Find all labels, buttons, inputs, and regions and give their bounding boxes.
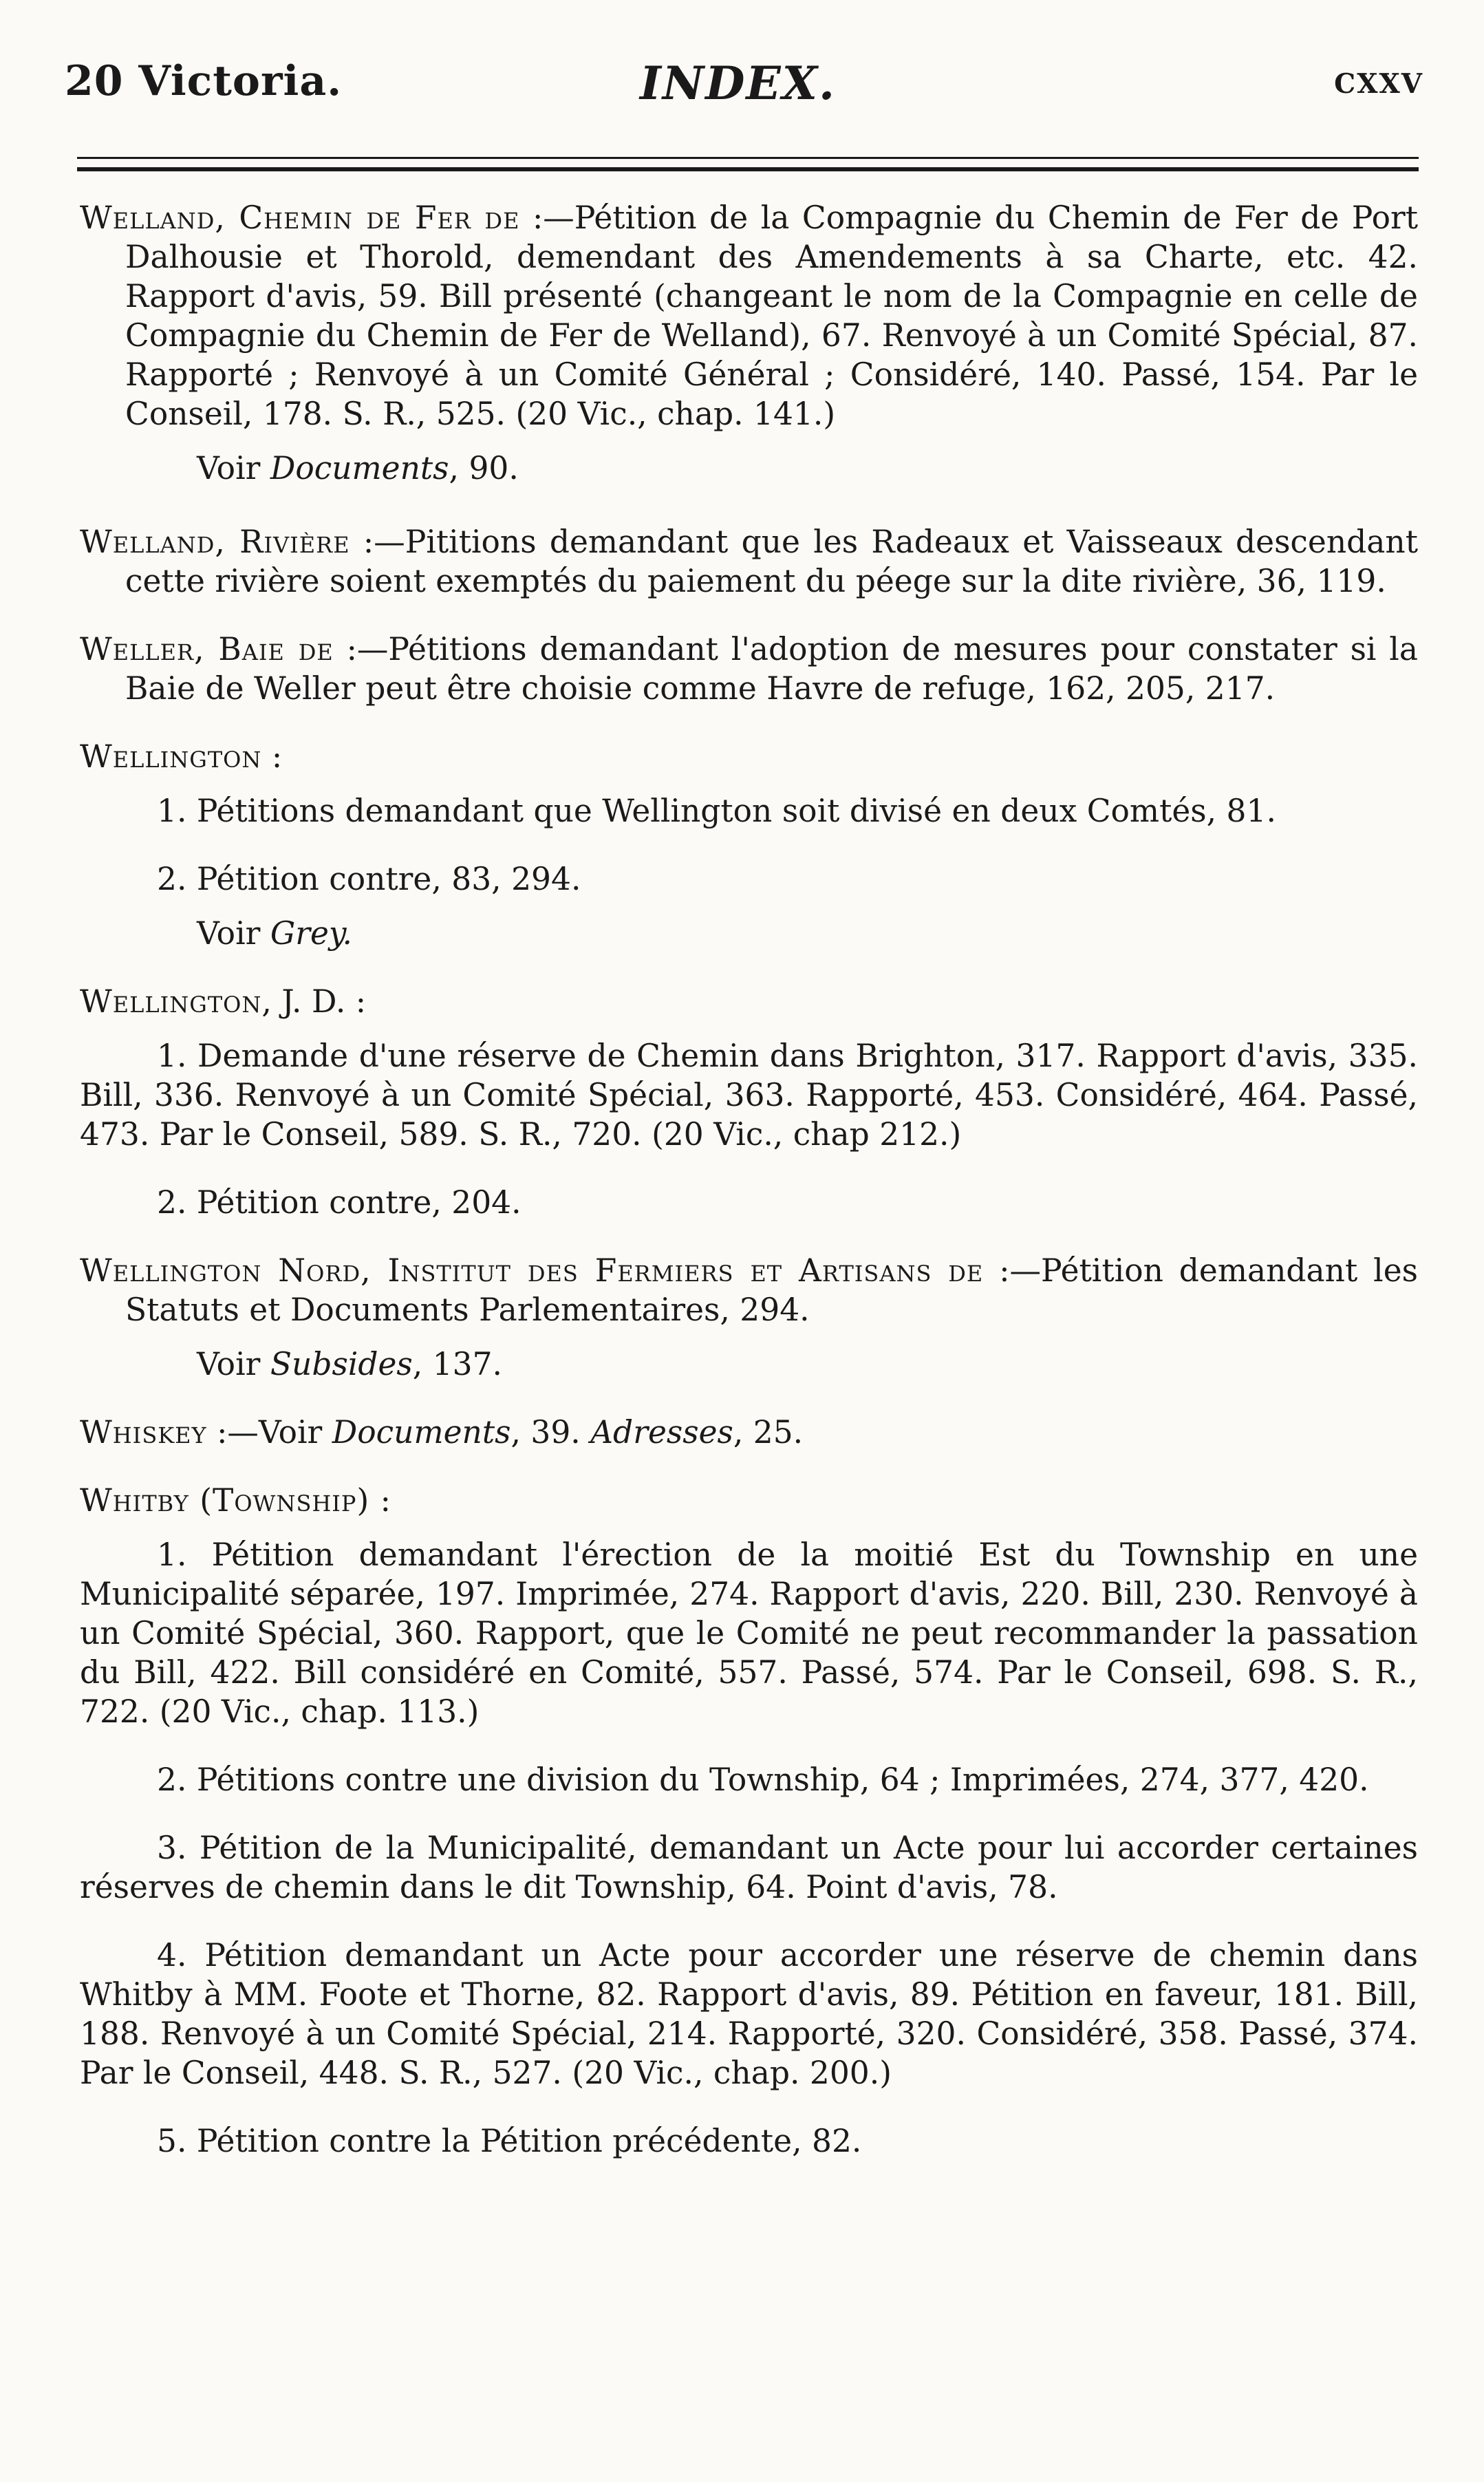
- entry-wellington: Wellington :: [80, 738, 283, 775]
- entry-heading: Welland, Rivière: [80, 524, 350, 560]
- entry-heading: Welland, Chemin de Fer de: [80, 200, 520, 236]
- cross-reference: Voir Subsides, 137.: [197, 1346, 502, 1382]
- page-number: cxxv: [1334, 57, 1423, 103]
- entry-heading: Wellington: [80, 738, 262, 775]
- entry-heading: Weller, Baie de: [80, 631, 334, 667]
- list-item: 2. Pétition contre, 83, 294.: [157, 861, 581, 897]
- list-item: 3. Pétition de la Municipalité, demandant un Acte pour lui accorder certaines réserves de chemin dans le dit Township, 64. Point d'avis, 78.: [80, 1830, 1418, 1905]
- index-body: [80, 198, 1418, 2161]
- entry-weller: [80, 630, 1418, 708]
- entry-welland-riviere: [80, 522, 1418, 601]
- entry-welland-chemin: [80, 198, 1418, 434]
- entry-heading: Wellington Nord, Institut des Fermiers et Artisans de: [80, 1252, 984, 1289]
- running-head-left: 20 Victoria.: [65, 57, 343, 105]
- entry-heading: Whiskey: [80, 1414, 207, 1451]
- list-item: 4. Pétition demandant un Acte pour accorder une réserve de chemin dans Whitby à MM. Foote et Thorne, 82. Rapport d'avis, 89. Pétition en faveur, 181. Bill, 188. Renvoyé à un Comité Spécial, 214. Rapporté, 320. Considéré, 358. Passé, 374. Par le Conseil, 448. S. R., 527. (20 Vic., chap. 200.): [80, 1937, 1418, 2091]
- entry-whitby: Whitby (Township) :: [80, 1482, 391, 1519]
- cross-reference: Voir Grey.: [197, 915, 352, 952]
- running-head-title: INDEX.: [640, 56, 836, 110]
- list-item: 1. Pétitions demandant que Wellington soit divisé en deux Comtés, 81.: [157, 793, 1276, 829]
- entry-wellington-jd: Wellington, J. D. :: [80, 983, 367, 1020]
- list-item: 1. Demande d'une réserve de Chemin dans Brighton, 317. Rapport d'avis, 335. Bill, 336. Renvoyé à un Comité Spécial, 363. Rapporté, 453. Considéré, 464. Passé, 473. Par le Conseil, 589. S. R., 720. (20 Vic., chap 212.): [80, 1038, 1418, 1153]
- entry-text: :—Pititions demandant que les Radeaux et Vaisseaux descendant cette rivière soient exemptés du paiement du péege sur la dite rivière, 36, 119.: [125, 524, 1418, 599]
- header-rule-thick: [77, 167, 1419, 171]
- entry-text: :—Pétitions demandant l'adoption de mesures pour constater si la Baie de Weller peut être choisie comme Havre de refuge, 162, 205, 217.: [125, 631, 1418, 707]
- list-item: 5. Pétition contre la Pétition précédente, 82.: [157, 2123, 862, 2159]
- entry-whiskey: Whiskey :—Voir Documents, 39. Adresses, 25.: [80, 1414, 804, 1451]
- entry-text: :—Pétition de la Compagnie du Chemin de Fer de Port Dalhousie et Thorold, demendant des Amendements à sa Charte, etc. 42. Rapport d'avis, 59. Bill présenté (changeant le nom de la Compagnie en celle de Compagnie du Chemin de Fer de Welland), 67. Renvoyé à un Comité Spécial, 87. Rapporté ; Renvoyé à un Comité Général ; Considéré, 140. Passé, 154. Par le Conseil, 178. S. R., 525. (20 Vic., chap. 141.): [125, 200, 1418, 432]
- entry-heading: Whitby: [80, 1482, 189, 1519]
- entry-wellington-nord: [80, 1251, 1418, 1329]
- entry-text: :—Pétition demandant les Statuts et Documents Parlementaires, 294.: [125, 1252, 1418, 1328]
- list-item: 1. Pétition demandant l'érection de la moitié Est du Township en une Municipalité séparée, 197. Imprimée, 274. Rapport d'avis, 220. Bill, 230. Renvoyé à un Comité Spécial, 360. Rapport, que le Comité ne peut recommander la passation du Bill, 422. Bill considéré en Comité, 557. Passé, 574. Par le Conseil, 698. S. R., 722. (20 Vic., chap. 113.): [80, 1537, 1418, 1730]
- cross-reference: Voir Documents, 90.: [197, 450, 519, 486]
- header-rule-thin: [77, 157, 1419, 159]
- entry-heading: Wellington: [80, 983, 262, 1020]
- list-item: 2. Pétition contre, 204.: [157, 1184, 521, 1221]
- list-item: 2. Pétitions contre une division du Township, 64 ; Imprimées, 274, 377, 420.: [157, 1762, 1369, 1798]
